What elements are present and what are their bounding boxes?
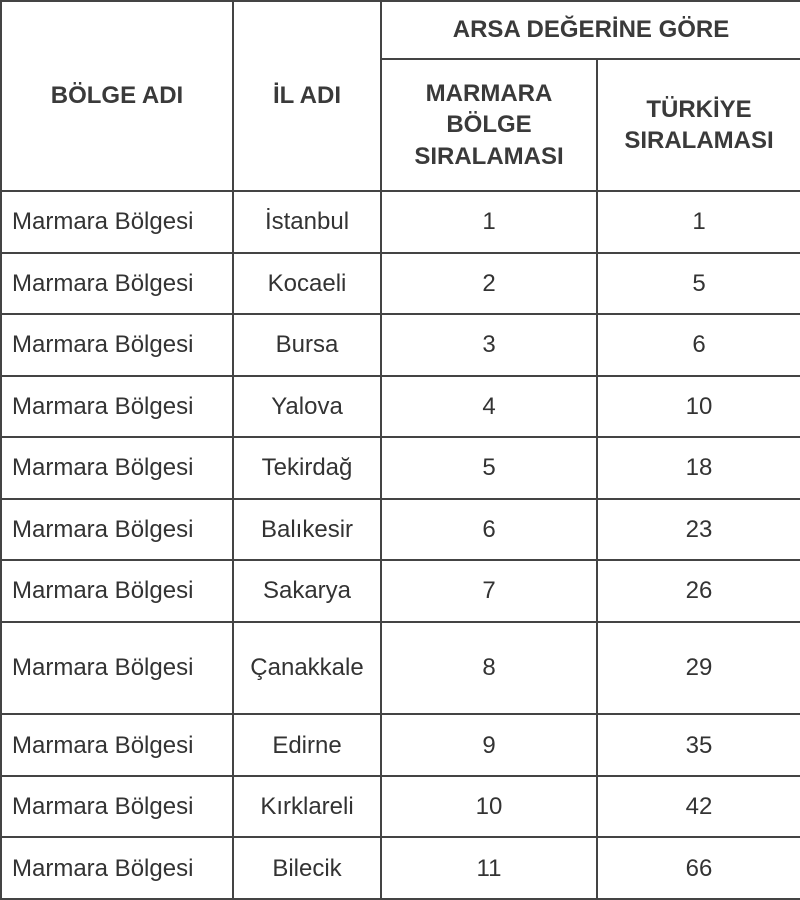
cell-marmara-rank: 7 [381, 560, 597, 622]
header-marmara-rank: MARMARA BÖLGE SIRALAMASI [381, 59, 597, 191]
cell-region: Marmara Bölgesi [1, 191, 233, 253]
table-row [1, 560, 800, 622]
cell-marmara-rank: 4 [381, 376, 597, 438]
table-row [1, 437, 800, 499]
cell-region: Marmara Bölgesi [1, 776, 233, 838]
cell-province: Yalova [233, 376, 381, 438]
table-row [1, 837, 800, 899]
header-region: BÖLGE ADI [1, 1, 233, 191]
table-row [1, 776, 800, 838]
cell-region: Marmara Bölgesi [1, 714, 233, 776]
cell-marmara-rank: 3 [381, 314, 597, 376]
cell-province: Balıkesir [233, 499, 381, 561]
table-row [1, 191, 800, 253]
cell-turkey-rank: 26 [597, 560, 800, 622]
table-row [1, 499, 800, 561]
table-row [1, 376, 800, 438]
table-row [1, 622, 800, 715]
cell-province: Sakarya [233, 560, 381, 622]
cell-marmara-rank: 5 [381, 437, 597, 499]
cell-marmara-rank: 1 [381, 191, 597, 253]
cell-turkey-rank: 35 [597, 714, 800, 776]
header-turkey-rank: TÜRKİYE SIRALAMASI [597, 59, 800, 191]
cell-turkey-rank: 66 [597, 837, 800, 899]
cell-marmara-rank: 6 [381, 499, 597, 561]
cell-province: Çanakkale [233, 622, 381, 715]
cell-province: Bursa [233, 314, 381, 376]
cell-region: Marmara Bölgesi [1, 837, 233, 899]
cell-marmara-rank: 10 [381, 776, 597, 838]
cell-province: Kırklareli [233, 776, 381, 838]
cell-region: Marmara Bölgesi [1, 437, 233, 499]
header-province: İL ADI [233, 1, 381, 191]
cell-turkey-rank: 5 [597, 253, 800, 315]
cell-marmara-rank: 2 [381, 253, 597, 315]
cell-turkey-rank: 10 [597, 376, 800, 438]
header-land-value-group: ARSA DEĞERİNE GÖRE [381, 1, 800, 59]
cell-marmara-rank: 8 [381, 622, 597, 715]
cell-turkey-rank: 6 [597, 314, 800, 376]
table-row [1, 253, 800, 315]
table-row [1, 314, 800, 376]
cell-region: Marmara Bölgesi [1, 376, 233, 438]
cell-province: İstanbul [233, 191, 381, 253]
cell-turkey-rank: 29 [597, 622, 800, 715]
cell-turkey-rank: 18 [597, 437, 800, 499]
cell-region: Marmara Bölgesi [1, 499, 233, 561]
cell-province: Tekirdağ [233, 437, 381, 499]
table-body [1, 191, 800, 899]
cell-region: Marmara Bölgesi [1, 622, 233, 715]
cell-marmara-rank: 11 [381, 837, 597, 899]
cell-province: Bilecik [233, 837, 381, 899]
cell-turkey-rank: 1 [597, 191, 800, 253]
cell-turkey-rank: 23 [597, 499, 800, 561]
cell-province: Kocaeli [233, 253, 381, 315]
cell-turkey-rank: 42 [597, 776, 800, 838]
cell-region: Marmara Bölgesi [1, 560, 233, 622]
table-row [1, 714, 800, 776]
cell-province: Edirne [233, 714, 381, 776]
cell-region: Marmara Bölgesi [1, 253, 233, 315]
cell-marmara-rank: 9 [381, 714, 597, 776]
cell-region: Marmara Bölgesi [1, 314, 233, 376]
